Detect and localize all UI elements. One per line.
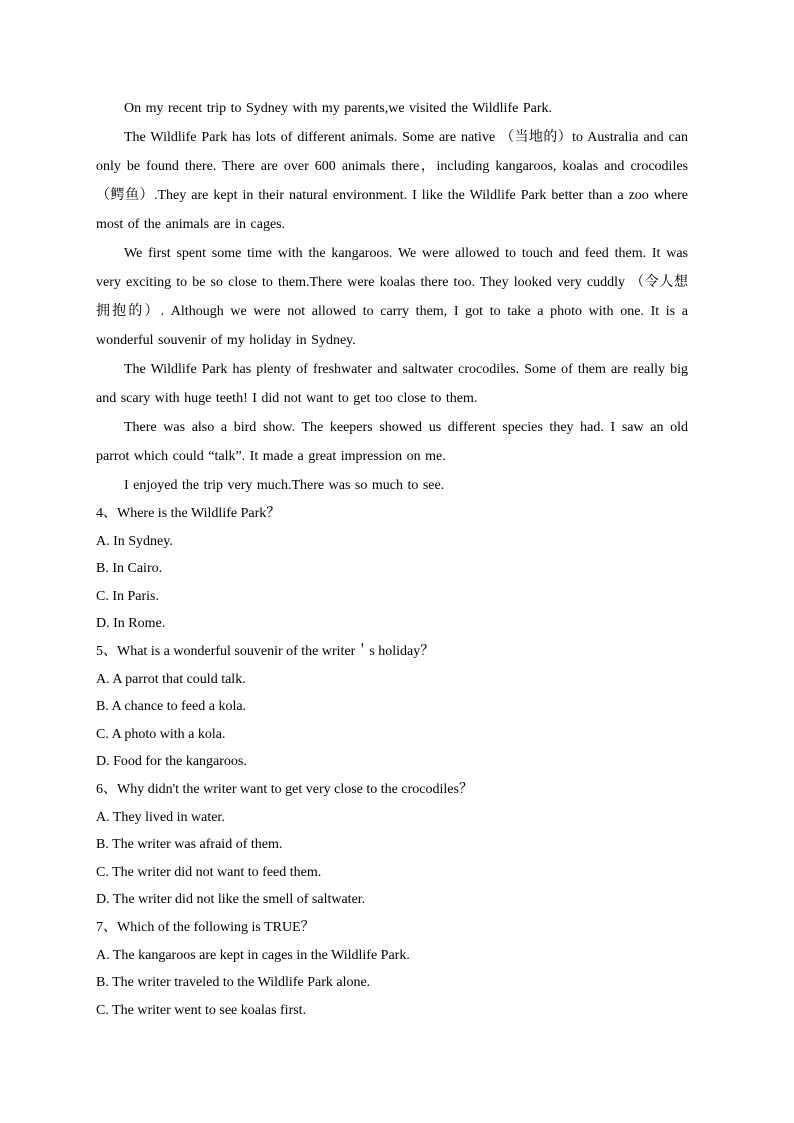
question-stem: 6、Why didn't the writer want to get very close to the crocodiles？ bbox=[96, 781, 473, 797]
passage-paragraph-1: On my recent trip to Sydney with my parents,we visited the Wildlife Park. bbox=[124, 101, 552, 116]
option-d: D. Food for the kangaroos. bbox=[96, 754, 247, 770]
passage-paragraph-5: There was also a bird show. The keepers showed us different species they had. I saw an old parrot which could “talk”. It made a great impression on me. bbox=[96, 420, 688, 464]
passage-paragraph-6: I enjoyed the trip very much.There was so much to see. bbox=[124, 478, 445, 493]
question-stem: 7、Which of the following is TRUE？ bbox=[96, 919, 315, 935]
passage-paragraph-4: The Wildlife Park has plenty of freshwater and saltwater crocodiles. Some of them are really big and scary with huge teeth! I did not want to get too close to them. bbox=[96, 362, 688, 406]
option-a: A. They lived in water. bbox=[96, 809, 225, 825]
passage-paragraph-2: The Wildlife Park has lots of different animals. Some are native （当地的）to Australia and can only be found there. There are over 600 animals there，including kangaroos, koalas and crocodiles （鳄鱼）.They are kept in their natural environment. I like the Wildlife Park better than a zoo where most of the animals are in cages. bbox=[96, 130, 688, 232]
option-b: B. In Cairo. bbox=[96, 561, 163, 577]
option-a: A. A parrot that could talk. bbox=[96, 671, 246, 687]
option-b: B. A chance to feed a kola. bbox=[96, 699, 247, 715]
option-b: B. The writer was afraid of them. bbox=[96, 837, 283, 853]
question-4 bbox=[96, 500, 688, 638]
reading-passage bbox=[96, 94, 688, 500]
option-a: A. The kangaroos are kept in cages in the Wildlife Park. bbox=[96, 947, 410, 963]
passage-paragraph-3: We first spent some time with the kangaroos. We were allowed to touch and feed them. It was very exciting to be so close to them.There were koalas there too. They looked very cuddly （令人想拥抱的）. Although we were not allowed to carry them, I got to take a photo with one. It is a wonderful souvenir of my holiday in Sydney. bbox=[96, 246, 688, 348]
option-c: C. In Paris. bbox=[96, 588, 159, 604]
option-b: B. The writer traveled to the Wildlife Park alone. bbox=[96, 975, 371, 991]
question-6 bbox=[96, 776, 688, 914]
option-d: D. The writer did not like the smell of saltwater. bbox=[96, 892, 366, 908]
option-d: D. In Rome. bbox=[96, 616, 166, 632]
question-stem: 5、What is a wonderful souvenir of the writer＇s holiday？ bbox=[96, 643, 435, 659]
option-c: C. A photo with a kola. bbox=[96, 726, 226, 742]
option-a: A. In Sydney. bbox=[96, 533, 173, 549]
question-7 bbox=[96, 914, 688, 1024]
document-page bbox=[96, 94, 688, 1024]
question-list bbox=[96, 500, 688, 1024]
option-c: C. The writer went to see koalas first. bbox=[96, 1002, 307, 1018]
question-5 bbox=[96, 638, 688, 776]
question-stem: 4、Where is the Wildlife Park？ bbox=[96, 506, 281, 521]
option-c: C. The writer did not want to feed them. bbox=[96, 864, 322, 880]
